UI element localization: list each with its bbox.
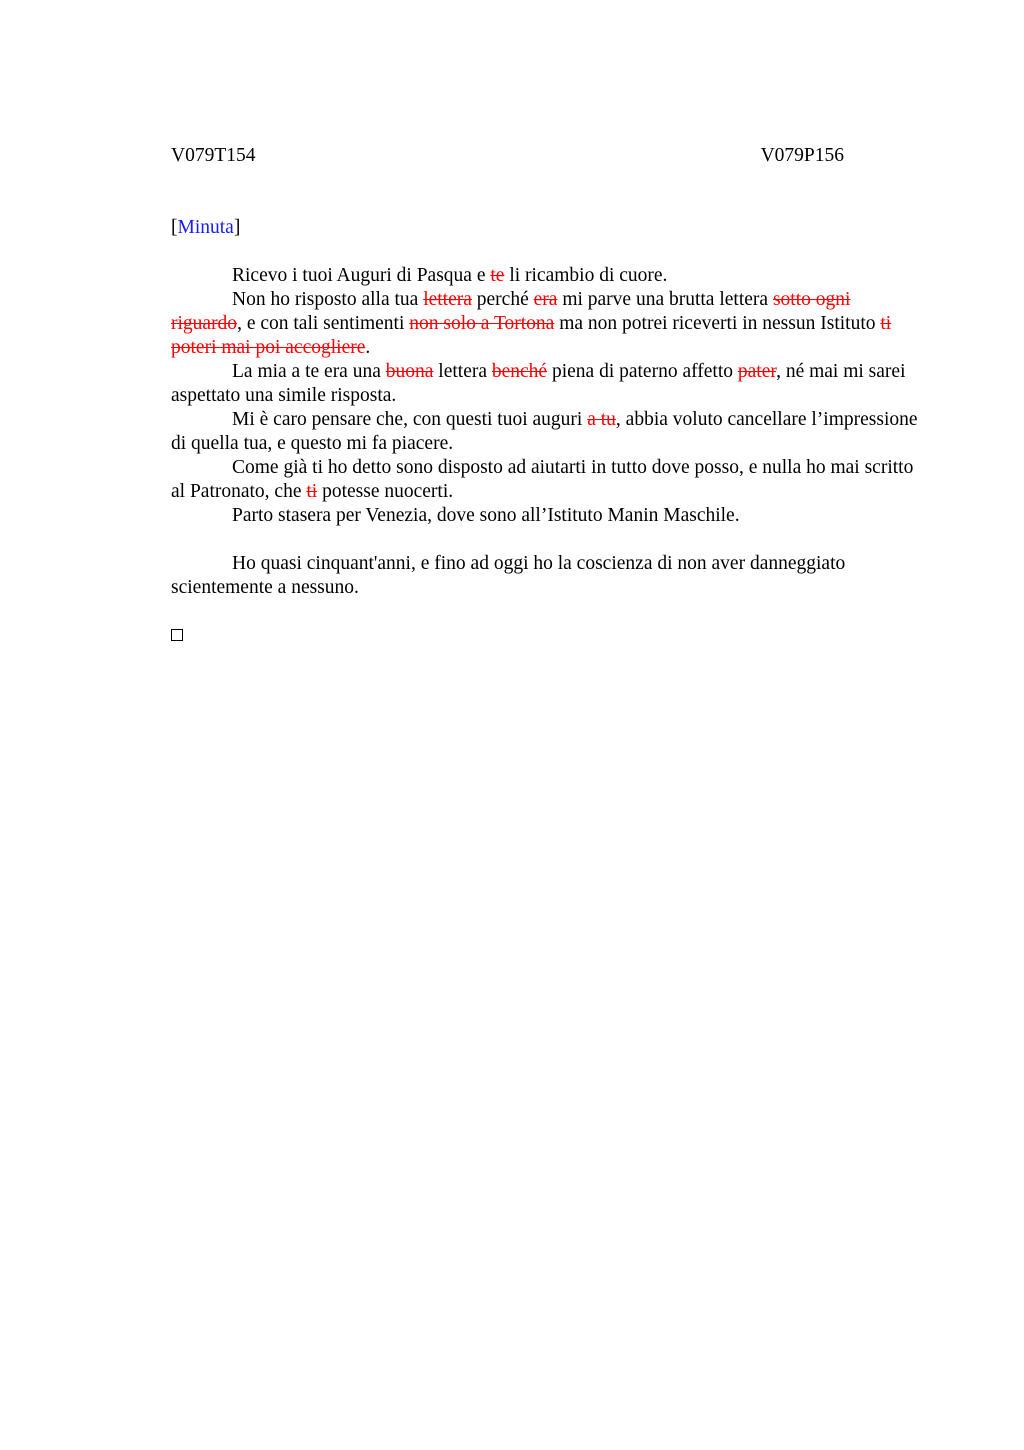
left-code: V079T154 [171,145,256,166]
text-run: Ricevo i tuoi Auguri di Pasqua e [232,265,491,286]
deleted-text: ti [306,481,318,502]
paragraph-2 [171,288,921,360]
text-run: La mia a te era una [232,361,386,382]
paragraph-7 [171,552,921,600]
paragraph-3 [171,360,921,408]
right-code: V079P156 [760,145,844,166]
text-run: piena di paterno affetto [547,361,738,382]
text-run: potesse nuocerti. [317,481,454,502]
text-run: , abbia voluto cancellare l’impressione di quella tua, e questo mi fa piacere. [171,409,918,454]
deleted-text: pater [737,361,777,382]
text-run: , e con tali sentimenti [237,313,410,334]
paragraph-4 [171,408,921,456]
open-bracket: [ [171,217,178,238]
deleted-text: benché [491,361,548,382]
deleted-text: buona [385,361,434,382]
paragraph-6 [171,504,921,528]
paragraph-5 [171,456,921,504]
text-run: Non ho risposto alla tua [232,289,424,310]
text-run: Ho quasi cinquant'anni, e fino ad oggi ho la coscienza di non aver danneggiato scientemente a nessuno. [171,553,846,598]
deleted-text: te [490,265,505,286]
document-page [171,144,921,648]
deleted-text: ti poteri mai poi accogliere [171,313,892,358]
deleted-text: lettera [423,289,472,310]
text-run: mi parve una brutta lettera [557,289,773,310]
text-run: li ricambio di cuore. [504,265,668,286]
text-run: Come già ti ho detto sono disposto ad aiutarti in tutto dove posso, e nulla ho mai scritto al Patronato, che [171,457,914,502]
text-run: Mi è caro pensare che, con questi tuoi auguri [232,409,588,430]
end-marker [171,624,921,648]
text-run: perché [471,289,534,310]
text-run: , né mai mi sarei aspettato una simile risposta. [171,361,906,406]
deleted-text: sotto ogni riguardo [171,289,851,334]
deleted-text: era [533,289,558,310]
close-bracket: ] [233,217,241,238]
text-run: Parto stasera per Venezia, dove sono all’Istituto Manin Maschile. [232,505,740,526]
text-run: lettera [433,361,492,382]
text-run: ma non potrei riceverti in nessun Istituto [554,313,881,334]
header-codes [171,144,844,168]
paragraph-1 [171,264,921,288]
text-run: . [365,337,371,358]
square-outline-icon [171,629,183,641]
minuta-text: Minuta [177,217,234,238]
minuta-label [171,216,921,240]
deleted-text: a tu [587,409,616,430]
deleted-text: non solo a Tortona [409,313,555,334]
